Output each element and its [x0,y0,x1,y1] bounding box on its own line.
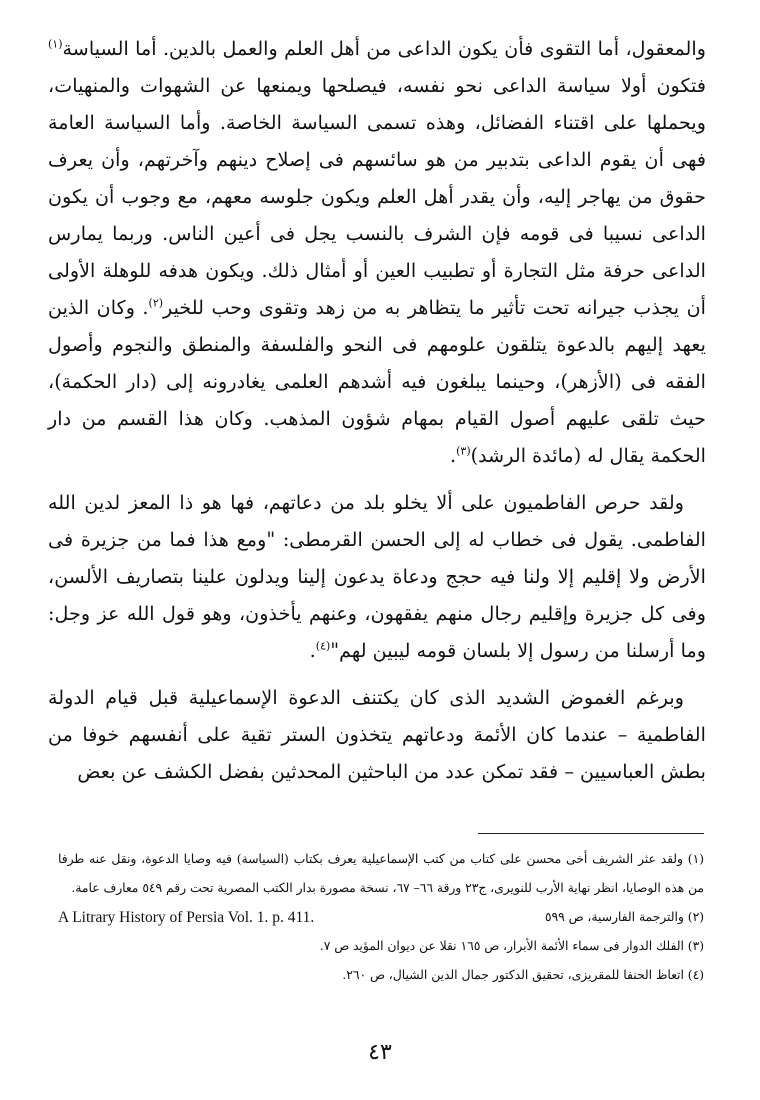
paragraph-1-text-d: . [450,444,457,467]
paragraph-2-text-b: . [309,639,316,662]
footnotes [58,845,704,990]
footnote-ref-4[interactable]: (٤) [315,639,331,653]
footnote-1: (١) ولقد عثر الشريف أخى محسن على كتاب من كتب الإسماعيلية يعرف بكتاب (السياسة) فيه وصايا الدعوة، ونقل عنه طرفا من هذه الوصايا، انظر نهاية الأرب للنويرى، ج٢٣ ورقة ٦٦– ٦٧، نسخة مصورة بدار الكتب المصرية تحت رقم ٥٤٩ معارف عامة. [58,852,704,895]
footnote-ref-3[interactable]: (٣) [456,444,471,458]
paragraph-1-text-c: . وكان الذين يعهد إليهم بالدعوة يتلقون علومهم فى النحو والفلسفة والمنطق والنجوم وأصول الفقه فى (الأزهر)، وحينما يبلغون فيه أشدهم العلمى يغادرونه إلى (دار الحكمة)، حيث تلقى عليهم أصول القيام بمهام شؤون المذهب. وكان هذا القسم من دار الحكمة يقال له (مائدة الرشد) [48,296,706,467]
footnote-3: (٣) الفلك الدوار فى سماء الأئمة الأبرار، ص ١٦٥ نقلا عن ديوان المؤيد ص ٧. [319,939,704,953]
paragraph-2-text-a: ولقد حرص الفاطميون على ألا يخلو بلد من دعاتهم، فها هو ذا المعز لدين الله الفاطمى. يقول فى خطاب له إلى الحسن القرمطى: "ومع هذا فما من جزيرة فى الأرض ولا إقليم إلا ولنا فيه حجج ودعاة يدعون إلينا ويدلون علينا بتصاريف الألسن، وفى كل جزيرة وإقليم رجال منهم يفقهون، وعنهم يأخذون، وهو قول الله عز وجل: وما أرسلنا من رسول إلا بلسان قومه ليبين لهم" [48,491,706,662]
paragraph-2 [48,484,706,669]
footnote-2-latin: A Litrary History of Persia Vol. 1. p. 411. [58,909,315,926]
footnote-4: (٤) اتعاظ الحنفا للمقريزى، تحقيق الدكتور جمال الدين الشيال، ص ٢٦٠. [342,968,704,982]
footnote-ref-1[interactable]: (١) [48,37,63,51]
page-number: ٤٣ [368,1040,392,1065]
footnote-2-arabic: (٢) والترجمة الفارسية، ص ٥٩٩ [544,910,704,924]
paragraph-1 [48,30,706,474]
paragraph-1-text-a: والمعقول، أما التقوى فأن يكون الداعى من أهل العلم والعمل بالدين. أما السياسة [62,37,706,60]
paragraph-1-text-b: فتكون أولا سياسة الداعى نحو نفسه، فيصلحها ويمنعها عن الشهوات والمنهيات، ويحملها على اقتناء الفضائل، وهذه تسمى السياسة الخاصة. وأما السياسة العامة فهى أن يقوم الداعى بتدبير من هو سائسهم فى إصلاح دينهم وآخرتهم، وأن يعرف حقوق من يهاجر إليه، وأن يقدر أهل العلم ويكون جلوسه معهم، مع وجوب أن يكون الداعى نسيبا فى قومه فإن الشرف بالنسب يجل فى أعين الناس. وربما يمارس الداعى حرفة مثل التجارة أو تطبيب العين أو أمثال ذلك. ويكون هدفه للوهلة الأولى أن يجذب جيرانه تحت تأثير ما يتظاهر به من زهد وتقوى وحب للخير [48,74,706,319]
paragraph-3 [48,679,706,790]
footnote-divider [478,833,704,834]
main-text [48,30,706,800]
paragraph-3-text: وبرغم الغموض الشديد الذى كان يكتنف الدعوة الإسماعيلية قبل قيام الدولة الفاطمية – عندما كان الأئمة ودعاتهم يتخذون الستر تقية على أنفسهم خوفا من بطش العباسيين – فقد تمكن عدد من الباحثين المحدثين بفضل الكشف عن بعض [48,686,706,783]
footnote-2 [58,903,704,932]
footnote-ref-2[interactable]: (٢) [148,296,164,310]
